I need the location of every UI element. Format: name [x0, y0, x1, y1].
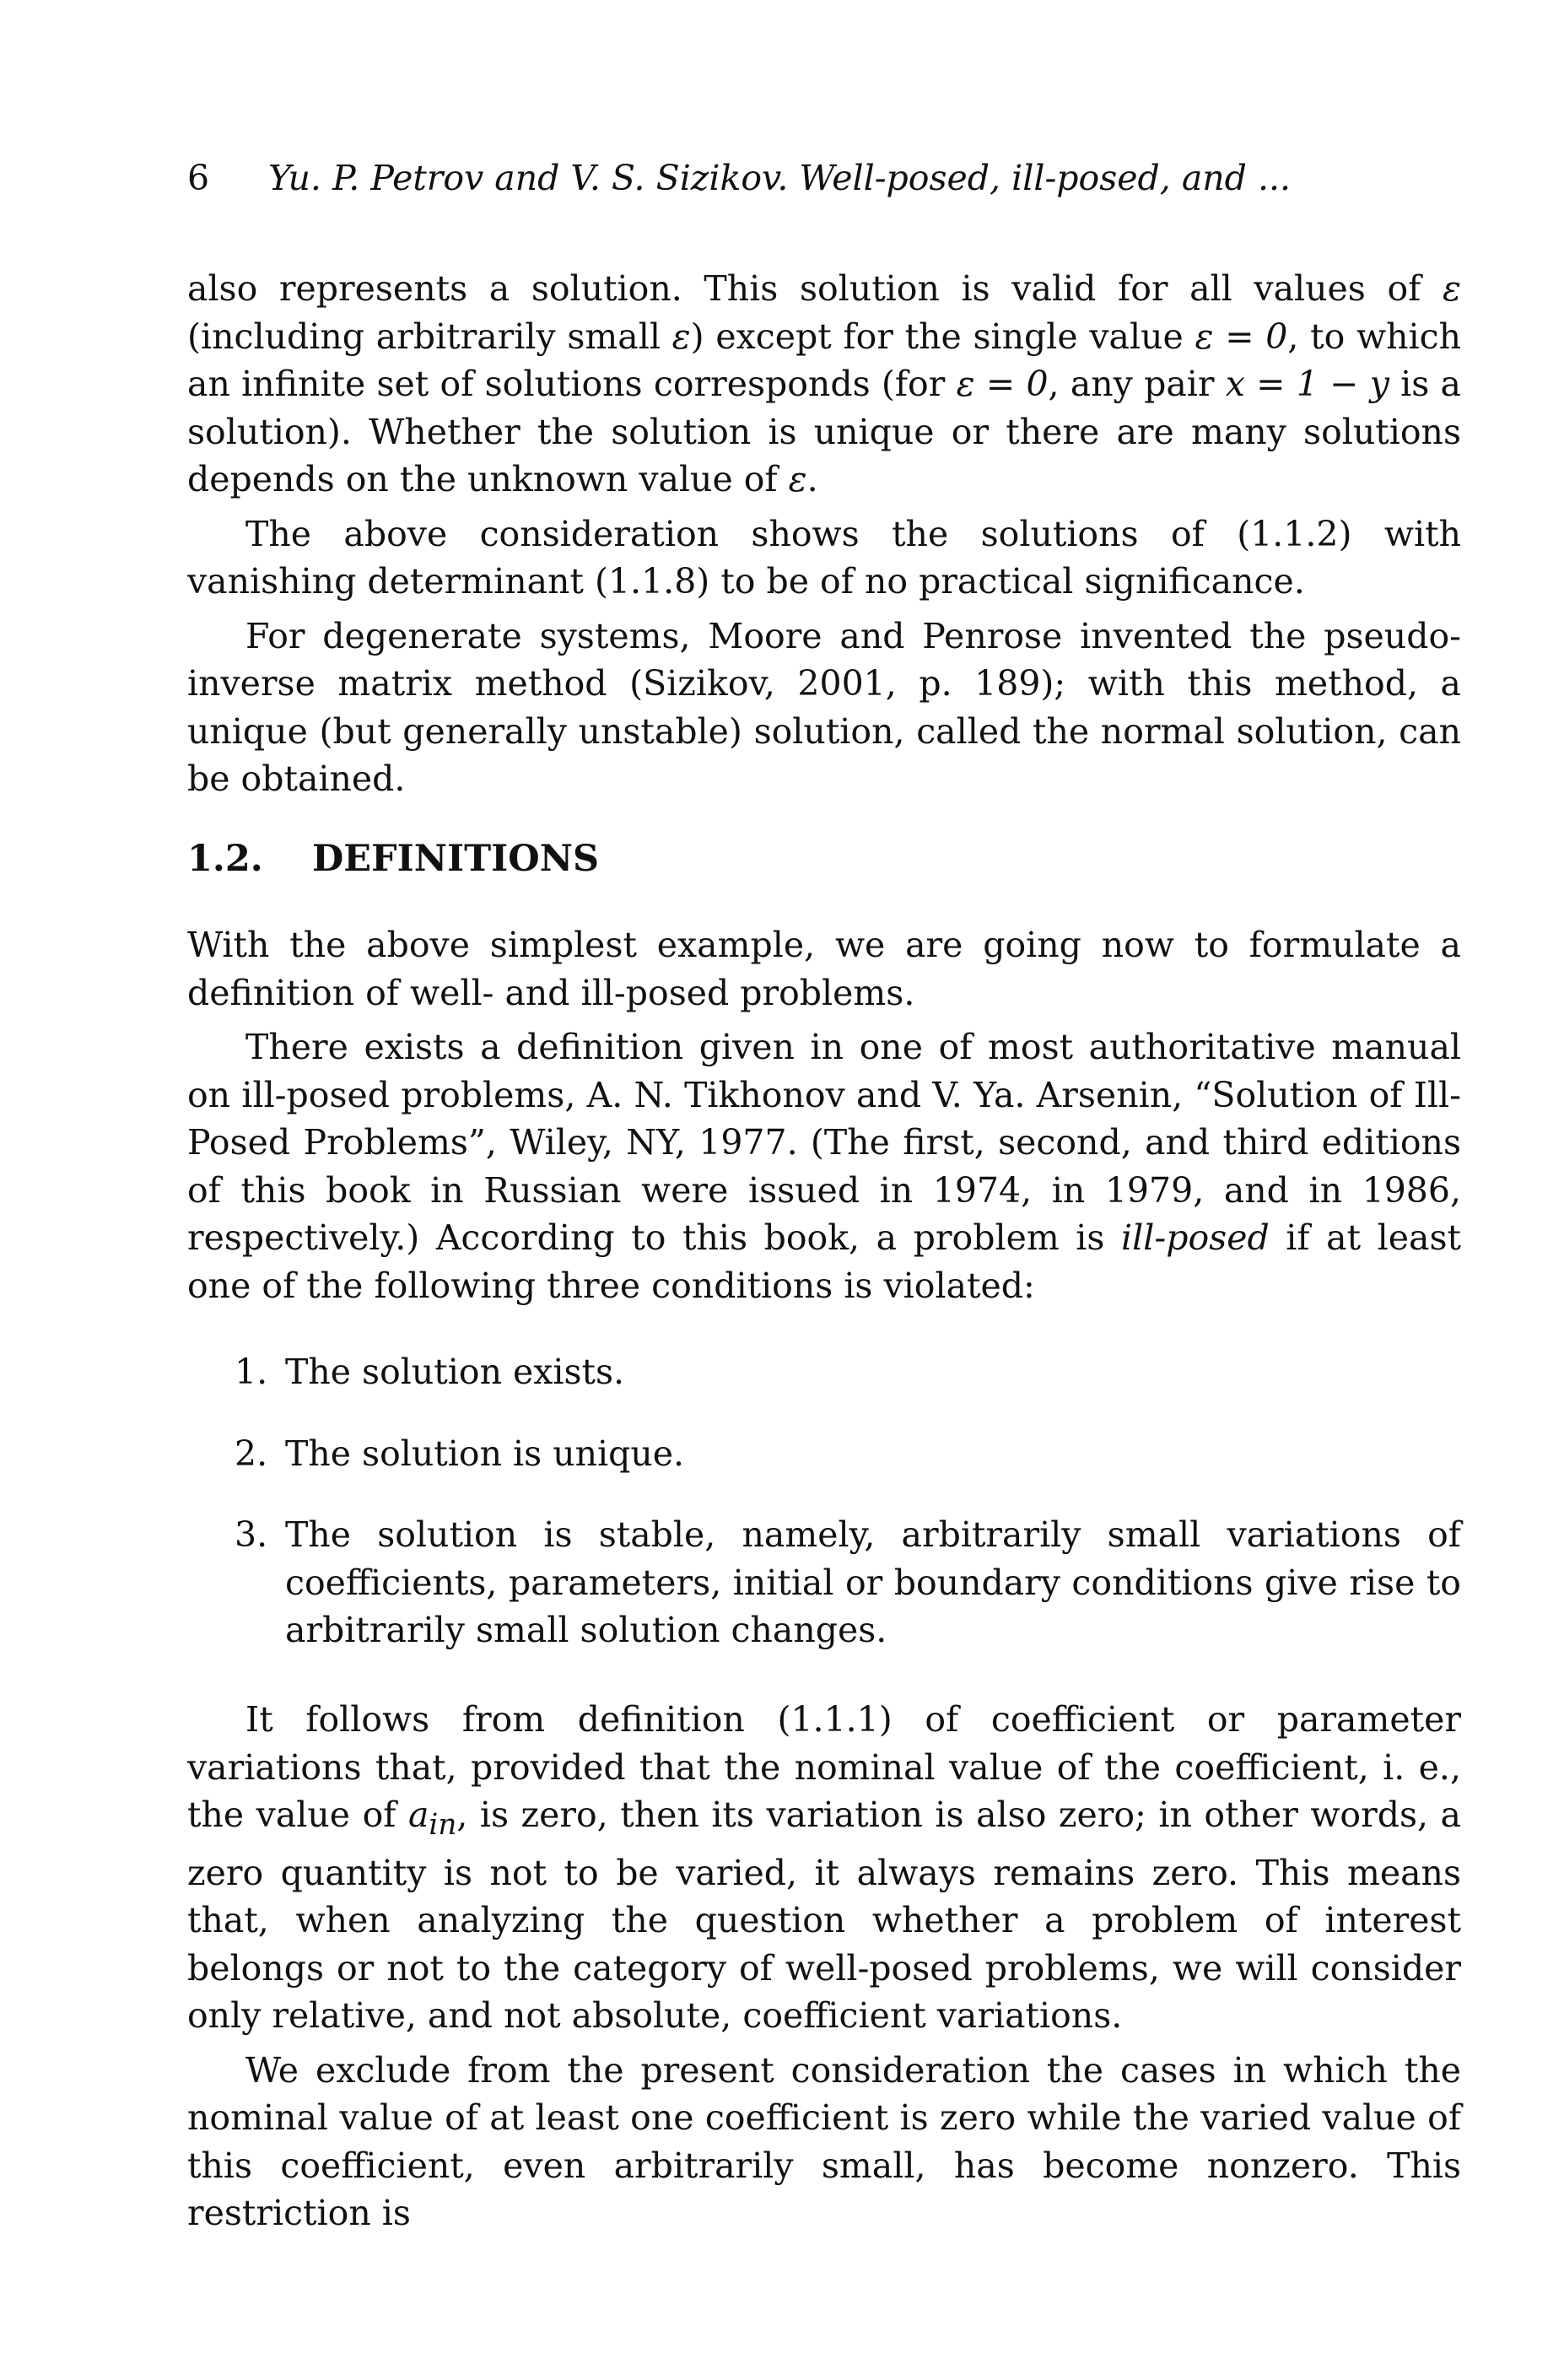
paragraph-coefficient-variation: It follows from definition (1.1.1) of coefficient or parameter variations that, provided that the nominal value of the coefficient, i. e., the value of $a_{in}$, is zero, then its variation is also zero; in other words, a zero quantity is not to be varied, it always remains zero. This means that, when analyzing the question whether a problem of interest belongs or not to the category of well-posed problems, we will consider only relative, and not absolute, coefficient variations. [187, 1699, 1461, 2037]
text-block-bottom [187, 1696, 1461, 2237]
paragraph-solution-validity: also represents a solution. This solution is valid for all values of ε (including arbitrarily small ε) except for the single value ε = 0, to which an infinite set of solutions corresponds (for ε = 0, any pair x = 1 − y is a solution). Whether the solution is unique or there are many solutions depends on the unknown value of ε. [187, 268, 1461, 499]
page-number: 6 [187, 158, 210, 198]
emphasis-ill-posed: ill-posed [1121, 1217, 1270, 1258]
list-item: 1. The solution exists. [235, 1352, 625, 1392]
section-number: 1.2. [187, 838, 263, 880]
section-heading [187, 835, 1461, 882]
list-item: 2. The solution is unique. [235, 1433, 685, 1474]
conditions-list [235, 1348, 1461, 1688]
section-title: DEFINITIONS [312, 838, 600, 880]
text-block-top [187, 265, 1461, 803]
text-block-definitions [187, 921, 1461, 1309]
running-title: Yu. P. Petrov and V. S. Sizikov. Well-posed, ill-posed, and ... [268, 158, 1292, 198]
math-coefficient: a [407, 1794, 429, 1835]
paragraph-practical-significance: The above consideration shows the solutions of (1.1.2) with vanishing determinant (1.1.8) to be of no practical significance. [187, 513, 1461, 602]
paragraph-exclusion: We exclude from the present consideration the cases in which the nominal value of at least one coefficient is zero while the varied value of this coefficient, even arbitrarily small, has become nonzero. This restriction is [187, 2049, 1461, 2234]
math-coefficient-subscript: in [429, 1808, 457, 1843]
paragraph-tikhonov-definition: There exists a definition given in one of most authoritative manual on ill-posed problems, A. N. Tikhonov and V. Ya. Arsenin, “Solution of Ill-Posed Problems”, Wiley, NY, 1977. (The first, second, and third editions of this book in Russian were issued in 1974, in 1979, and in 1986, respectively.) According to this book, a problem is ill-posed if at least one of the following three conditions is violated: [187, 1027, 1461, 1306]
running-head [187, 157, 1461, 199]
list-item: 3. The solution is stable, namely, arbitrarily small variations of coefficients, parameters, initial or boundary conditions give rise to arbitrarily small solution changes. [235, 1514, 1461, 1650]
paragraph-simplest-example: With the above simplest example, we are going now to formulate a definition of well- and ill-posed problems. [187, 925, 1461, 1013]
paragraph-pseudo-inverse: For degenerate systems, Moore and Penrose invented the pseudo-inverse matrix method (Sizikov, 2001, p. 189); with this method, a unique (but generally unstable) solution, called the normal solution, can be obtained. [187, 615, 1461, 799]
